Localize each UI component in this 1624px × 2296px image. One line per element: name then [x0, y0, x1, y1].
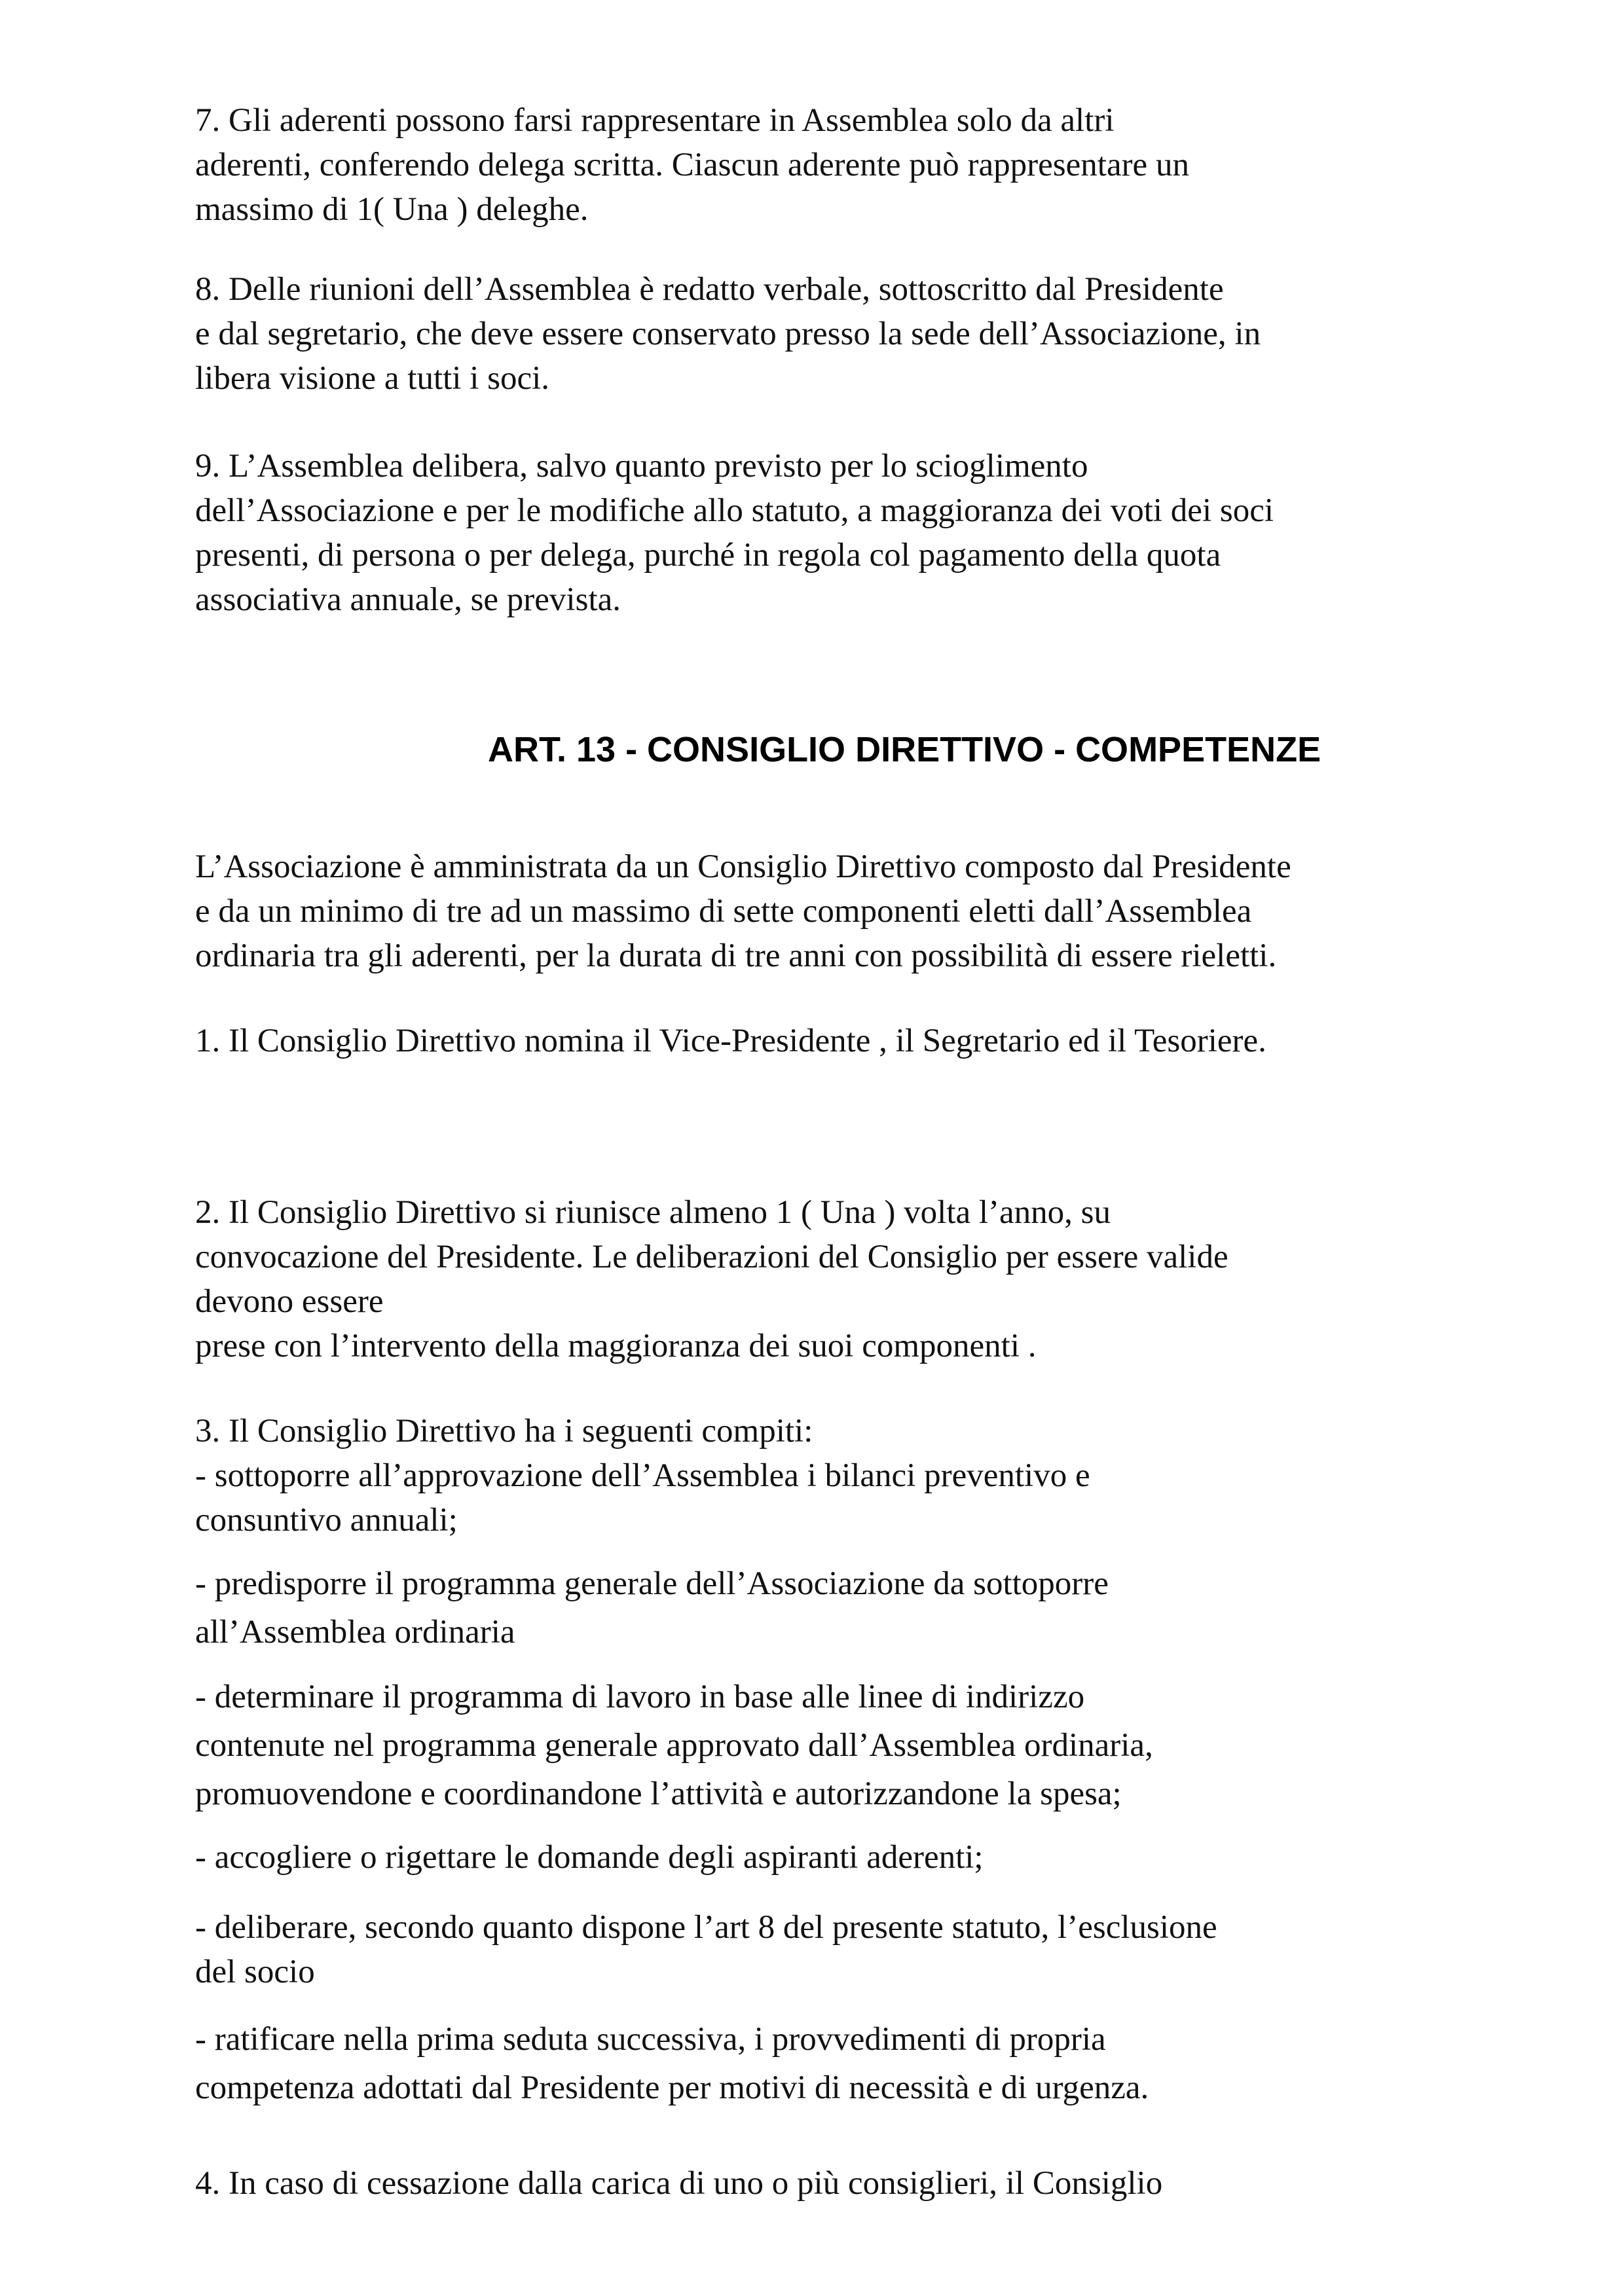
task-domande [195, 1835, 984, 1880]
task-lavoro [195, 1673, 1153, 1818]
text-line: 9. L’Assemblea delibera, salvo quanto previsto per lo scioglimento [195, 448, 1088, 484]
text-line: L’Associazione è amministrata da un Consiglio Direttivo composto dal Presidente [195, 848, 1291, 885]
text-line: libera visione a tutti i soci. [195, 360, 550, 397]
paragraph-7 [195, 98, 1189, 232]
text-line: - deliberare, secondo quanto dispone l’art 8 del presente statuto, l’esclusione [195, 1909, 1217, 1946]
text-line: presenti, di persona o per delega, purché in regola col pagamento della quota [195, 537, 1221, 574]
text-line: 2. Il Consiglio Direttivo si riunisce almeno 1 ( Una ) volta l’anno, su [195, 1194, 1111, 1231]
text-line: - predisporre il programma generale dell’Associazione da sottoporre [195, 1565, 1109, 1602]
text-line: 4. In caso di cessazione dalla carica di uno o più consiglieri, il Consiglio [195, 2165, 1163, 2202]
task-ratifica [195, 2015, 1149, 2112]
text-line: competenza adottati dal Presidente per motivi di necessità e di urgenza. [195, 2069, 1149, 2106]
task-esclusione [195, 1905, 1217, 1994]
item-4 [195, 2161, 1162, 2206]
text-line: - ratificare nella prima seduta successiva, i provvedimenti di propria [195, 2021, 1106, 2058]
text-line: consuntivo annuali; [195, 1502, 458, 1539]
text-line: e da un minimo di tre ad un massimo di sette componenti eletti dall’Assemblea [195, 893, 1252, 930]
text-line: - determinare il programma di lavoro in base alle linee di indirizzo [195, 1679, 1085, 1715]
text-line: 1. Il Consiglio Direttivo nomina il Vice-Presidente , il Segretario ed il Tesoriere. [195, 1023, 1266, 1059]
text-line: - sottoporre all’approvazione dell’Assemblea i bilanci preventivo e [195, 1457, 1090, 1494]
text-line: associativa annuale, se prevista. [195, 581, 621, 618]
text-line: contenute nel programma generale approvato dall’Assemblea ordinaria, [195, 1727, 1153, 1764]
text-line: devono essere [195, 1283, 384, 1320]
paragraph-8 [195, 267, 1261, 401]
text-line: 7. Gli aderenti possono farsi rappresentare in Assemblea solo da altri [195, 102, 1115, 139]
text-line: del socio [195, 1954, 315, 1990]
text-line: - accogliere o rigettare le domande degli aspiranti aderenti; [195, 1839, 984, 1876]
text-line: massimo di 1( Una ) deleghe. [195, 191, 589, 228]
text-line: aderenti, conferendo delega scritta. Ciascun aderente può rappresentare un [195, 147, 1189, 183]
paragraph-9 [195, 444, 1274, 622]
article-heading: ART. 13 - CONSIGLIO DIRETTIVO - COMPETENZE [488, 730, 1321, 769]
text-line: e dal segretario, che deve essere conservato presso la sede dell’Associazione, in [195, 316, 1261, 352]
item-3 [195, 1409, 1090, 1542]
task-programma [195, 1559, 1109, 1656]
text-line: ordinaria tra gli aderenti, per la durata di tre anni con possibilità di essere rieletti. [195, 938, 1277, 974]
text-line: prese con l’intervento della maggioranza dei suoi componenti . [195, 1328, 1037, 1364]
text-line: 3. Il Consiglio Direttivo ha i seguenti compiti: [195, 1413, 813, 1449]
text-line: convocazione del Presidente. Le deliberazioni del Consiglio per essere valide [195, 1239, 1228, 1275]
text-line: promuovendone e coordinandone l’attività e autorizzandone la spesa; [195, 1776, 1122, 1812]
item-1 [195, 1019, 1266, 1063]
article-intro [195, 845, 1291, 978]
text-line: 8. Delle riunioni dell’Assemblea è redatto verbale, sottoscritto dal Presidente [195, 271, 1224, 308]
text-line: dell’Associazione e per le modifiche allo statuto, a maggioranza dei voti dei soci [195, 492, 1274, 529]
item-2 [195, 1190, 1228, 1368]
text-line: all’Assemblea ordinaria [195, 1614, 515, 1650]
